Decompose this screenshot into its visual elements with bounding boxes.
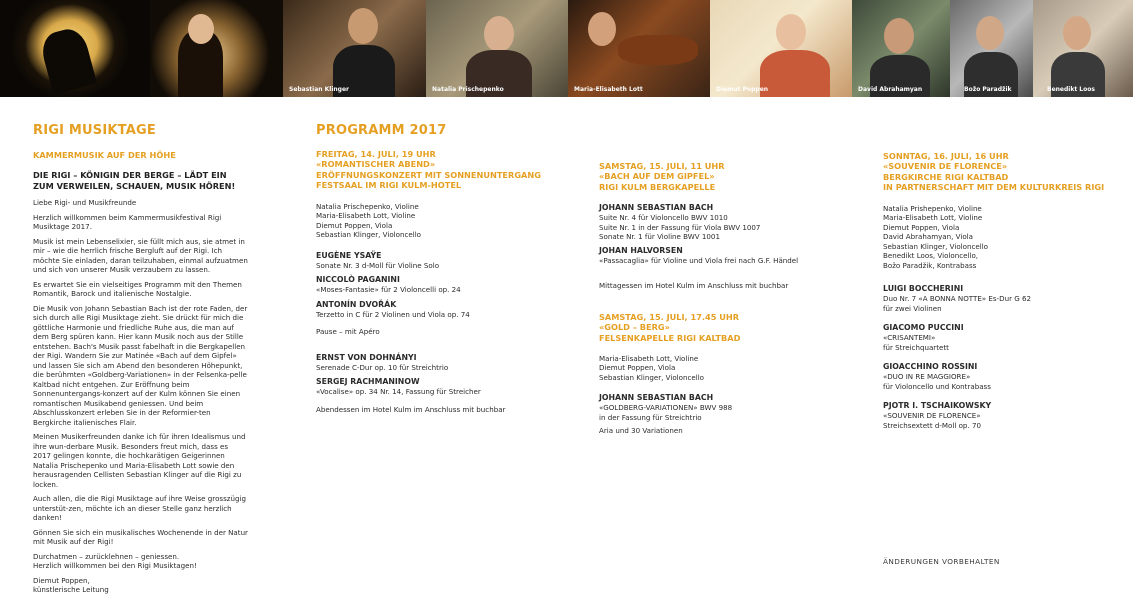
welcome-lead: DIE RIGI – KÖNIGIN DER BERGE – LÄDT EIN ZUM VERWEILEN, SCHAUEN, MUSIK HÖREN! — [33, 170, 236, 191]
work-title: «Moses-Fantasie» für 2 Violoncelli op. 24 — [316, 285, 461, 295]
caption-maria-elisabeth-lott: Maria-Elisabeth Lott — [574, 86, 643, 93]
work-entry — [316, 275, 546, 295]
welcome-paragraph: Diemut Poppen, künstlerische Leitung — [33, 575, 109, 595]
welcome-text — [33, 198, 248, 595]
work-title: Terzetto in C für 2 Violinen und Viola op. 74 — [316, 309, 470, 319]
lunch-note: Mittagessen im Hotel Kulm im Anschluss mit buchbar — [599, 281, 789, 291]
photo-diemut-poppen — [710, 0, 852, 97]
caption-sebastian-klinger: Sebastian Klinger — [289, 86, 349, 93]
festival-subtitle: KAMMERMUSIK AUF DER HÖHE — [33, 150, 176, 160]
composer-name: LUIGI BOCCHERINI — [883, 284, 964, 294]
photo-maria-elisabeth-lott — [568, 0, 710, 97]
work-entry — [883, 323, 1113, 352]
goldberg-piece: «GOLDBERG-VARIATIONEN» BWV 988 in der Fassung für Streichtrio — [599, 403, 733, 422]
sunday-concert — [883, 151, 1113, 440]
header-photo-strip — [0, 0, 1133, 97]
welcome-paragraph: Durchatmen – zurücklehnen – geniessen. Herzlich willkommen bei den Rigi Musiktagen! — [33, 551, 197, 571]
photo-benedikt-loos — [1033, 0, 1133, 97]
composer-name: SERGEJ RACHMANINOW — [316, 377, 420, 387]
photo-natalia-prischepenko — [426, 0, 568, 97]
changes-reserved-note: ÄNDERUNGEN VORBEHALTEN — [883, 557, 1000, 566]
caption-bozo-paradzik: Božo Paradžik — [964, 86, 1012, 93]
work-title: «Vocalise» op. 34 Nr. 14, Fassung für Streicher — [316, 387, 481, 397]
welcome-paragraph: Die Musik von Johann Sebastian Bach ist der rote Faden, der sich durch alle Rigi Musiktage zieht. Sie drückt für mich die göttliche Harmonie und friedliche Ruhe aus, die man auf dem Berg spüren kann. Hier kann Musik noch aus der Stille entstehen. Bach's Musik passt fabelhaft in die Bergkapellen der Rigi. Wandern Sie zur Matinée «Bach auf dem Gipfel» und lassen Sie sich am Abend den besonderen Höhepunkt, die berühmten «Goldberg-Variationen» in der Felsenka-pelle Kaltbad nicht entgehen. Zur Eröffnung beim Sonnenuntergangs-konzert auf der Kulm können Sie einen romantischen Musikabend geniessen. Und beim Abschlusskonzert erleben Sie in der Reformier-ten Bergkirche italienisches Flair. — [33, 303, 248, 427]
saturday-concerts — [599, 161, 824, 436]
pause-note: Pause – mit Apéro — [316, 327, 380, 337]
work-entry — [316, 251, 546, 271]
work-title: Sonate Nr. 3 d-Moll für Violine Solo — [316, 260, 440, 270]
work-entry — [316, 377, 546, 397]
bach-pieces: Suite Nr. 4 für Violoncello BWV 1010 Suite Nr. 1 in der Fassung für Viola BWV 1007 Sonate Nr. 1 für Violine BWV 1001 — [599, 213, 761, 242]
welcome-paragraph: Auch allen, die die Rigi Musiktage auf ihre Weise grosszügig unterstüt-zen, möchte ich an dieser Stelle ganz herzlich danken! — [33, 494, 246, 523]
work-entry — [883, 362, 1113, 391]
welcome-paragraph: Meinen Musikerfreunden danke ich für ihren Idealismus und ihre wun-derbare Musik. Besonders freut mich, dass es 2017 gelingen konnte, die hochkarätigen Geigerinnen Natalia Prischepenko und Maria-Elisabeth Lott sowie den herausragenden Cellisten Sebastian Klinger auf die Rigi zu locken. — [33, 432, 246, 489]
caption-benedikt-loos: Benedikt Loos — [1047, 86, 1095, 93]
composer-bach-goldberg: JOHANN SEBASTIAN BACH — [599, 393, 714, 403]
work-title: «CRISANTEMI» für Streichquartett — [883, 333, 949, 352]
halvorsen-piece: «Passacaglia» für Violine und Viola frei nach G.F. Händel — [599, 255, 799, 265]
work-entry — [883, 284, 1113, 313]
saturday-evening-performers: Maria-Elisabeth Lott, Violine Diemut Poppen, Viola Sebastian Klinger, Violoncello — [599, 353, 705, 382]
dinner-note: Abendessen im Hotel Kulm im Anschluss mit buchbar — [316, 404, 506, 414]
composer-name: EUGÈNE YSAŸE — [316, 250, 382, 260]
welcome-paragraph: Liebe Rigi- und Musikfreunde — [33, 198, 137, 208]
friday-heading: FREITAG, 14. JULI, 19 UHR «ROMANTISCHER ABEND» ERÖFFNUNGSKONZERT MIT SONNENUNTERGANG FESTSAAL IM RIGI KULM-HOTEL — [316, 149, 541, 191]
caption-diemut-poppen: Diemut Poppen — [716, 86, 769, 93]
sunday-heading: SONNTAG, 16. JULI, 16 UHR «SOUVENIR DE FLORENCE» BERGKIRCHE RIGI KALTBAD IN PARTNERSCHAFT MIT DEM KULTURKREIS RIGI — [883, 151, 1105, 193]
composer-name: PJOTR I. TSCHAIKOWSKY — [883, 401, 992, 411]
composer-halvorsen: JOHAN HALVORSEN — [599, 245, 683, 255]
welcome-paragraph: Herzlich willkommen beim Kammermusikfestival Rigi Musiktage 2017. — [33, 212, 222, 232]
photo-david-abrahamyan — [852, 0, 950, 97]
work-title: Serenade C-Dur op. 10 für Streichtrio — [316, 362, 449, 372]
work-entry — [883, 401, 1113, 430]
composer-name: NICCOLÒ PAGANINI — [316, 275, 400, 285]
welcome-paragraph: Musik ist mein Lebenselixier, sie füllt mich aus, sie atmet in mir – wie die herrlich frische Bergluft auf der Rigi. Ich möchte Sie einladen, daran teilzuhaben, einmal aufzuatmen und sich von unserer Musik verzaubern zu lassen. — [33, 236, 248, 275]
caption-natalia-prischepenko: Natalia Prischepenko — [432, 86, 504, 93]
sunday-performers: Natalia Prishepenko, Violine Maria-Elisabeth Lott, Violine Diemut Poppen, Viola David Abrahamyan, Viola Sebastian Klinger, Violoncello Benedikt Loos, Violoncello, Božo Paradžik, Kontrabass — [883, 203, 989, 270]
festival-title: RIGI MUSIKTAGE — [33, 123, 156, 138]
photo-bozo-paradzik — [950, 0, 1033, 97]
work-title: Duo Nr. 7 «A BONNA NOTTE» Es-Dur G 62 für zwei Violinen — [883, 294, 1032, 313]
work-title: «DUO IN RE MAGGIORE» für Violoncello und Kontrabass — [883, 372, 991, 391]
composer-name: GIACOMO PUCCINI — [883, 323, 964, 333]
saturday-morning-heading: SAMSTAG, 15. JULI, 11 UHR «BACH AUF DEM GIPFEL» RIGI KULM BERGKAPELLE — [599, 161, 725, 192]
composer-name: ANTONÍN DVOŘÁK — [316, 299, 397, 309]
friday-performers: Natalia Prischepenko, Violine Maria-Elisabeth Lott, Violine Diemut Poppen, Viola Sebastian Klinger, Violoncello — [316, 201, 422, 240]
programm-title: PROGRAMM 2017 — [316, 123, 447, 138]
caption-david-abrahamyan: David Abrahamyan — [858, 86, 923, 93]
work-entry — [316, 353, 546, 373]
composer-name: GIOACCHINO ROSSINI — [883, 362, 978, 372]
work-title: «SOUVENIR DE FLORENCE» Streichsextett d-Moll op. 70 — [883, 411, 981, 430]
goldberg-extra: Aria und 30 Variationen — [599, 426, 683, 436]
photo-festival-silhouette — [0, 0, 283, 97]
photo-sebastian-klinger — [283, 0, 426, 97]
composer-bach: JOHANN SEBASTIAN BACH — [599, 203, 714, 213]
welcome-paragraph: Es erwartet Sie ein vielseitiges Programm mit den Themen Romantik, Barock und italienische Nostalgie. — [33, 279, 242, 299]
composer-name: ERNST VON DOHNÁNYI — [316, 352, 417, 362]
friday-concert — [316, 149, 546, 414]
work-entry — [316, 300, 546, 320]
welcome-paragraph: Gönnen Sie sich ein musikalisches Wochenende in der Natur mit Musik auf der Rigi! — [33, 527, 248, 547]
saturday-evening-heading: SAMSTAG, 15. JULI, 17.45 UHR «GOLD – BERG» FELSENKAPELLE RIGI KALTBAD — [599, 311, 741, 343]
welcome-column — [33, 150, 248, 595]
